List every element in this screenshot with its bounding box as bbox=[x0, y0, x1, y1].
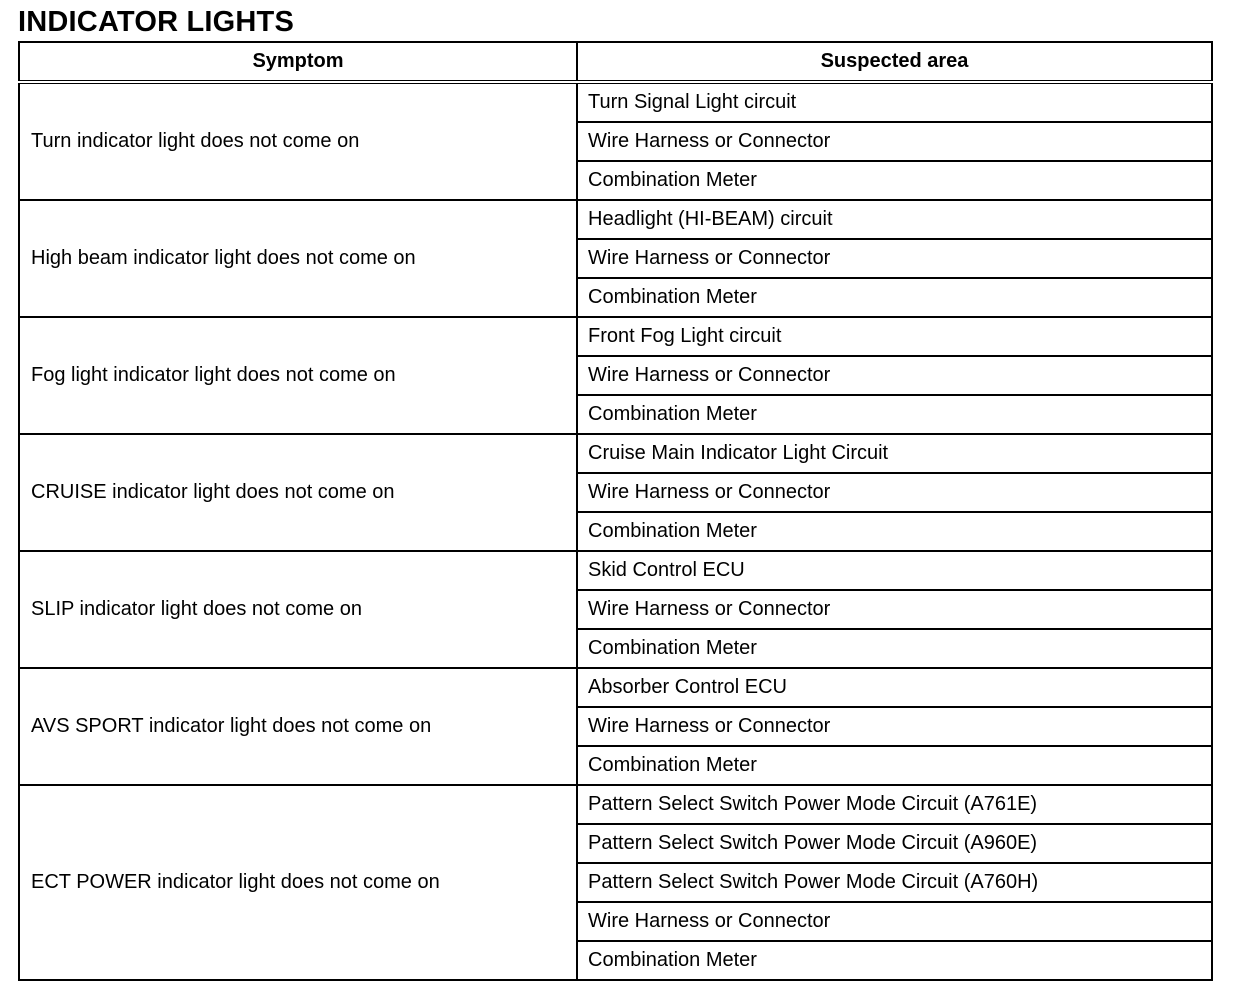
suspected-area-cell: Combination Meter bbox=[577, 161, 1212, 200]
table-row bbox=[19, 434, 1212, 473]
suspected-area-cell: Front Fog Light circuit bbox=[577, 317, 1212, 356]
table-row bbox=[19, 82, 1212, 122]
suspected-area-cell: Combination Meter bbox=[577, 278, 1212, 317]
table-row bbox=[19, 668, 1212, 707]
symptom-cell: AVS SPORT indicator light does not come on bbox=[19, 668, 577, 785]
suspected-area-cell: Skid Control ECU bbox=[577, 551, 1212, 590]
table-row bbox=[19, 317, 1212, 356]
suspected-area-cell: Cruise Main Indicator Light Circuit bbox=[577, 434, 1212, 473]
suspected-area-cell: Wire Harness or Connector bbox=[577, 356, 1212, 395]
suspected-area-cell: Combination Meter bbox=[577, 746, 1212, 785]
suspected-area-cell: Headlight (HI-BEAM) circuit bbox=[577, 200, 1212, 239]
column-header-suspected-area: Suspected area bbox=[577, 42, 1212, 82]
symptom-cell: CRUISE indicator light does not come on bbox=[19, 434, 577, 551]
suspected-area-cell: Wire Harness or Connector bbox=[577, 707, 1212, 746]
symptom-cell: Fog light indicator light does not come on bbox=[19, 317, 577, 434]
table-row bbox=[19, 551, 1212, 590]
suspected-area-cell: Wire Harness or Connector bbox=[577, 902, 1212, 941]
suspected-area-cell: Combination Meter bbox=[577, 512, 1212, 551]
indicator-lights-table bbox=[18, 41, 1213, 981]
suspected-area-cell: Turn Signal Light circuit bbox=[577, 82, 1212, 122]
suspected-area-cell: Wire Harness or Connector bbox=[577, 239, 1212, 278]
suspected-area-cell: Absorber Control ECU bbox=[577, 668, 1212, 707]
suspected-area-cell: Combination Meter bbox=[577, 629, 1212, 668]
column-header-symptom: Symptom bbox=[19, 42, 577, 82]
suspected-area-cell: Pattern Select Switch Power Mode Circuit (A760H) bbox=[577, 863, 1212, 902]
symptom-cell: High beam indicator light does not come on bbox=[19, 200, 577, 317]
symptom-cell: ECT POWER indicator light does not come on bbox=[19, 785, 577, 980]
symptom-cell: SLIP indicator light does not come on bbox=[19, 551, 577, 668]
suspected-area-cell: Pattern Select Switch Power Mode Circuit (A960E) bbox=[577, 824, 1212, 863]
suspected-area-cell: Wire Harness or Connector bbox=[577, 122, 1212, 161]
suspected-area-cell: Combination Meter bbox=[577, 395, 1212, 434]
suspected-area-cell: Combination Meter bbox=[577, 941, 1212, 980]
suspected-area-cell: Wire Harness or Connector bbox=[577, 590, 1212, 629]
table-body bbox=[19, 82, 1212, 980]
page-title: INDICATOR LIGHTS bbox=[18, 6, 295, 38]
table-row bbox=[19, 785, 1212, 824]
suspected-area-cell: Wire Harness or Connector bbox=[577, 473, 1212, 512]
table-header-row bbox=[19, 42, 1212, 82]
table-row bbox=[19, 200, 1212, 239]
suspected-area-cell: Pattern Select Switch Power Mode Circuit (A761E) bbox=[577, 785, 1212, 824]
symptom-cell: Turn indicator light does not come on bbox=[19, 82, 577, 200]
